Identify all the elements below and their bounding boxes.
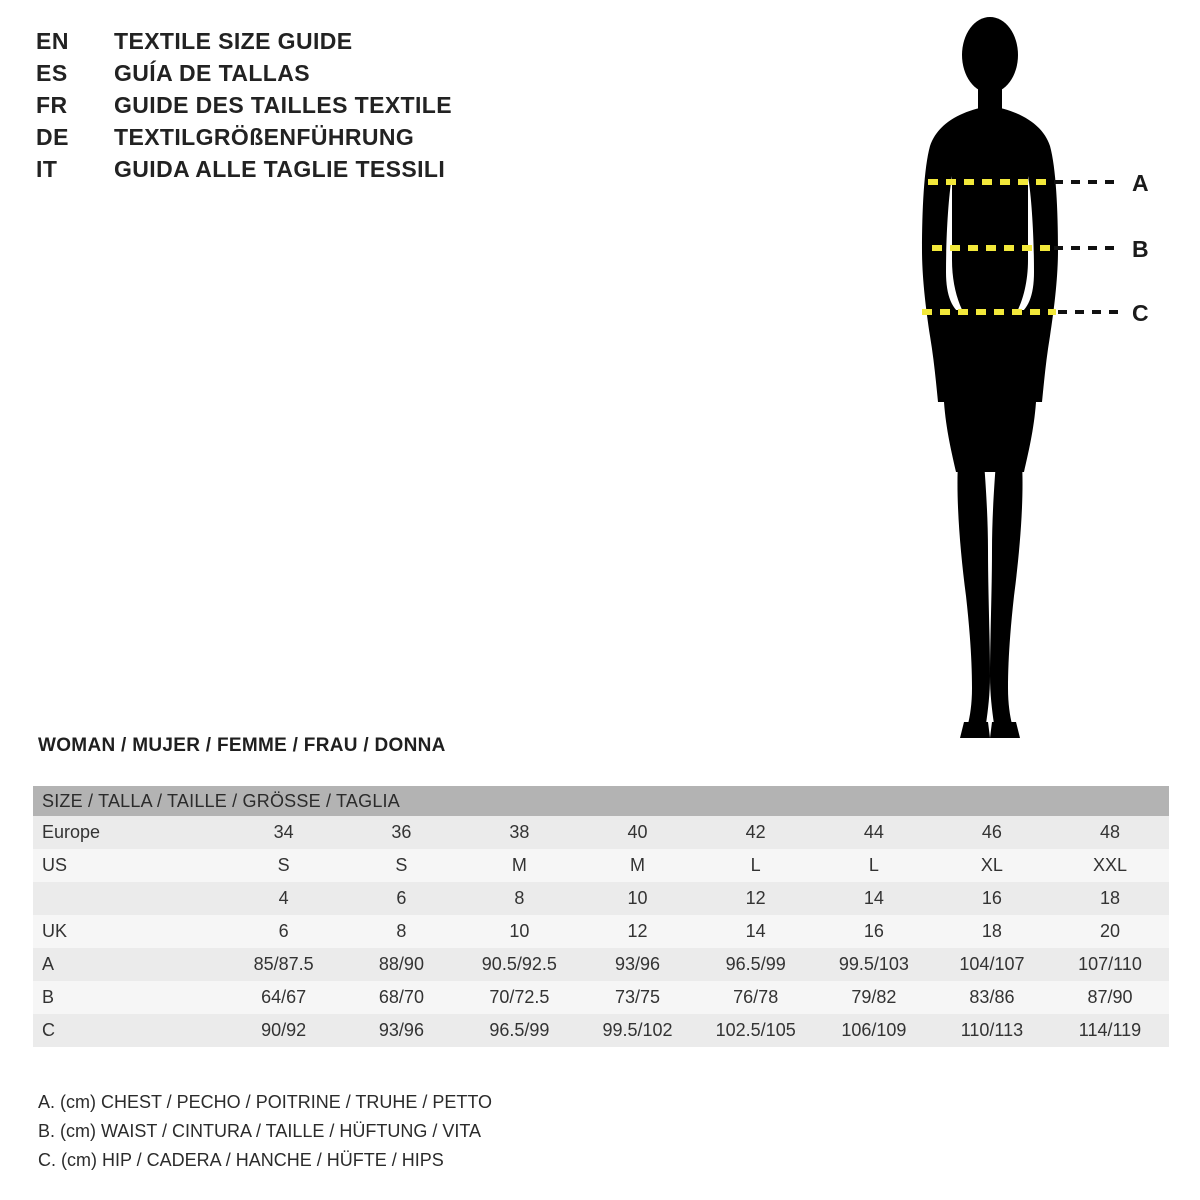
cell: 36: [343, 816, 461, 849]
table-header-row: [33, 786, 1169, 816]
cell: XXL: [1051, 849, 1169, 882]
row-label-us-numeric: [33, 882, 225, 915]
cell: 83/86: [933, 981, 1051, 1014]
table-row: [33, 882, 1169, 915]
cell: 99.5/102: [578, 1014, 696, 1047]
cell: 8: [460, 882, 578, 915]
cell: 102.5/105: [697, 1014, 815, 1047]
title-lang-fr: FR: [36, 92, 68, 118]
cell: 34: [225, 816, 343, 849]
table-body: [33, 816, 1169, 1047]
legend-item-a: A. (cm) CHEST / PECHO / POITRINE / TRUHE / PETTO: [38, 1092, 493, 1112]
cell: 12: [697, 882, 815, 915]
cell: 8: [343, 915, 461, 948]
cell: L: [815, 849, 933, 882]
cell: 38: [460, 816, 578, 849]
cell: 10: [578, 882, 696, 915]
title-lang-it: IT: [36, 156, 58, 182]
cell: 93/96: [578, 948, 696, 981]
marker-label-a: A: [1132, 170, 1149, 196]
cell: 46: [933, 816, 1051, 849]
cell: 73/75: [578, 981, 696, 1014]
title-lang-es: ES: [36, 60, 68, 86]
cell: 14: [697, 915, 815, 948]
marker-label-c: C: [1132, 300, 1149, 326]
cell: M: [578, 849, 696, 882]
cell: XL: [933, 849, 1051, 882]
title-text-de: TEXTILGRÖßENFÜHRUNG: [114, 124, 415, 150]
title-text-fr: GUIDE DES TAILLES TEXTILE: [114, 92, 452, 118]
cell: 64/67: [225, 981, 343, 1014]
cell: 90/92: [225, 1014, 343, 1047]
title-row: [36, 156, 796, 188]
cell: 68/70: [343, 981, 461, 1014]
legend-item-b: B. (cm) WAIST / CINTURA / TAILLE / HÜFTUNG / VITA: [38, 1121, 482, 1141]
cell: 42: [697, 816, 815, 849]
cell: 44: [815, 816, 933, 849]
title-row: [36, 28, 796, 60]
cell: 4: [225, 882, 343, 915]
table-row: [33, 948, 1169, 981]
title-block: [36, 28, 796, 188]
cell: 93/96: [343, 1014, 461, 1047]
title-lang-de: DE: [36, 124, 69, 150]
cell: 6: [343, 882, 461, 915]
cell: S: [225, 849, 343, 882]
cell: 48: [1051, 816, 1169, 849]
row-label-us: US: [33, 849, 225, 882]
title-row: [36, 92, 796, 124]
cell: 6: [225, 915, 343, 948]
cell: L: [697, 849, 815, 882]
cell: 104/107: [933, 948, 1051, 981]
cell: 18: [1051, 882, 1169, 915]
row-label-c: C: [33, 1014, 225, 1047]
cell: 76/78: [697, 981, 815, 1014]
cell: 96.5/99: [697, 948, 815, 981]
title-text-es: GUÍA DE TALLAS: [114, 60, 310, 86]
legend-item-c: C. (cm) HIP / CADERA / HANCHE / HÜFTE / HIPS: [38, 1150, 444, 1170]
row-label-uk: UK: [33, 915, 225, 948]
table-row: [33, 915, 1169, 948]
cell: 40: [578, 816, 696, 849]
cell: 107/110: [1051, 948, 1169, 981]
cell: 14: [815, 882, 933, 915]
cell: 85/87.5: [225, 948, 343, 981]
section-heading-woman: WOMAN / MUJER / FEMME / FRAU / DONNA: [38, 735, 446, 756]
table-header-cell: SIZE / TALLA / TAILLE / GRÖSSE / TAGLIA: [33, 786, 1169, 816]
table-row: [33, 981, 1169, 1014]
table-row: [33, 1014, 1169, 1047]
title-row: [36, 60, 796, 92]
cell: S: [343, 849, 461, 882]
cell: 79/82: [815, 981, 933, 1014]
female-body-figure: [860, 10, 1190, 750]
cell: 106/109: [815, 1014, 933, 1047]
cell: 12: [578, 915, 696, 948]
title-lang-en: EN: [36, 28, 69, 54]
table-row: [33, 816, 1169, 849]
cell: M: [460, 849, 578, 882]
cell: 99.5/103: [815, 948, 933, 981]
title-row: [36, 124, 796, 156]
cell: 87/90: [1051, 981, 1169, 1014]
row-label-a: A: [33, 948, 225, 981]
cell: 20: [1051, 915, 1169, 948]
title-text-it: GUIDA ALLE TAGLIE TESSILI: [114, 156, 446, 182]
size-table: [33, 786, 1169, 1047]
cell: 70/72.5: [460, 981, 578, 1014]
cell: 16: [815, 915, 933, 948]
cell: 18: [933, 915, 1051, 948]
cell: 88/90: [343, 948, 461, 981]
cell: 10: [460, 915, 578, 948]
body-silhouette-icon: [860, 10, 1190, 750]
table-row: [33, 849, 1169, 882]
cell: 16: [933, 882, 1051, 915]
cell: 90.5/92.5: [460, 948, 578, 981]
title-text-en: TEXTILE SIZE GUIDE: [114, 28, 353, 54]
cell: 114/119: [1051, 1014, 1169, 1047]
marker-label-b: B: [1132, 236, 1149, 262]
legend-block: [38, 1088, 738, 1175]
row-label-europe: Europe: [33, 816, 225, 849]
table-header: [33, 786, 1169, 816]
cell: 96.5/99: [460, 1014, 578, 1047]
row-label-b: B: [33, 981, 225, 1014]
cell: 110/113: [933, 1014, 1051, 1047]
